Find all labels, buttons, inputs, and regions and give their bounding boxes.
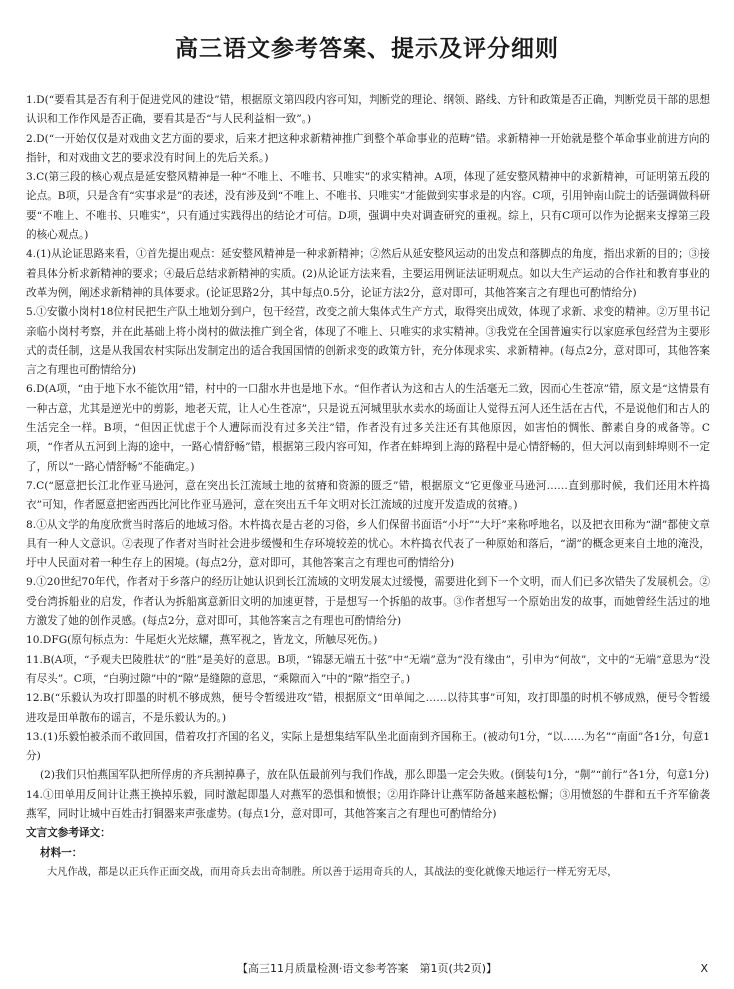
translation-heading: 文言文参考译文： xyxy=(26,827,111,840)
answer-item-4: 4.(1)从论证思路来看，①首先提出观点：延安整风精神是一种求新精神；②然后从延安整风运动的出发点和落脚点的角度，指出求新的目的；③接着具体分析求新精神的要求；④最后总结求新精神的实质。(2)从论证方法来看，主要运用例证法证明观点。如以大生产运动的合作社和教育事业的改革为例，阐述求新精神的具体要求。(论证思路2分，其中每点0.5分，论证方法2分，意对即可，其他答案言之有理也可酌情给分) xyxy=(26,248,710,299)
page-footer: 【高三11月质量检测·语文参考答案 第1页(共2页)】 xyxy=(236,962,498,975)
answer-item-13-1: 13.(1)乐毅怕被杀而不敢回国，借着攻打齐国的名义，实际上是想集结军队坐北面南到齐国称王。(被动句1分，“以……为名”“南面”各1分，句意1分) xyxy=(26,730,710,763)
answer-item-7: 7.C(“愿意把长江北作亚马逊河，意在突出长江流域土地的贫瘠和资源的匮乏”错，根据原文“它更像亚马逊河……直到那时候，我们还用木杵捣衣”可知，作者愿意把密西西比河比作亚马逊河，意在突出五千年文明对长江流域的过度开发造成的贫瘠。) xyxy=(26,479,710,512)
answer-item-6: 6.D(A项，“由于地下水不能饮用”错，村中的一口甜水井也是地下水。“但作者认为这和古人的生活毫无二致，因而心生苍凉”错，原文是“这情景有一种古意，尤其是逆光中的剪影，地老天荒，让人心生苍凉”，只是说五河城里驮水卖水的场面让人觉得五河人还生活在古代，不是说他们和古人的生活完全一样。B项，“但因正忧虑于个人遭际而没有过多关注”错，作者没有过多关注还有其他原因，如害怕的惆怅、醉素自身的戒备等。C项，“作者从五河到上海的途中，一路心情舒畅”错，根据第三段内容可知，作者在蚌埠到上海的路程中是心情舒畅的，但大河以南到蚌埠则不一定了，所以“一路心情舒畅”不能确定。) xyxy=(26,383,710,473)
answer-item-2: 2.D(“一开始仅仅是对戏曲文艺方面的要求，后来才把这种求新精神推广到整个革命事业的范畴”错。求新精神一开始就是整个革命事业前进方向的指针，和对戏曲文艺的要求没有时间上的先后关系。) xyxy=(26,132,710,164)
page-title: 高三语文参考答案、提示及评分细则 xyxy=(175,36,559,62)
answer-item-12: 12.B(“乐毅认为攻打即墨的时机不够成熟，便号令暂缓进攻”错，根据原文“田单闻之……以待其事”可知，攻打即墨的时机不够成熟，便号令暂缓进攻是田单散布的谣言，不是乐毅认为的。) xyxy=(26,692,710,724)
answer-item-14: 14.①田单用反间计让燕王换掉乐毅，同时激起即墨人对燕军的恐惧和愤恨；②用诈降计让燕军防备越来越松懈；③用愤怒的牛群和五千齐军偷袭燕军，同时让城中百姓击打铜器来声张虚势。(每点1分，意对即可，其他答案言之有理也可酌情给分) xyxy=(26,788,710,820)
answer-item-1: 1.D(“要看其是否有利于促进党风的建设”错，根据原文第四段内容可知，判断党的理论、纲领、路线、方针和政策是否正确，判断党员干部的思想认识和工作作风是否正确，要看其是否“与人民利益相一致”。) xyxy=(26,94,710,126)
answer-item-9: 9.①20世纪70年代，作者对于乡落户的经历让她认识到长江流域的文明发展太过缓慢，需要进化到下一个文明，而人们已多次错失了发展机会。②受台湾拆船业的启发，作者认为拆船寓意新旧文明的加速更替，于是想写一个拆船的故事。③作者想写一个原始出发的故事，而她曾经生活过的地方激发了她的创作灵感。(每点2分，意对即可，其他答案言之有理也可酌情给分) xyxy=(26,576,710,628)
material-label: 材料一： xyxy=(40,846,83,859)
answer-item-8: 8.①从文学的角度欣赏当时落后的地域习俗。木杵捣衣是古老的习俗，乡人们保留书面语“小圩”“大圩”来称呼地名，以及把衣田称为“湖”都使文章具有一种人文意识。②表现了作者对当时社会进步缓慢和生存环境较差的忧心。木杵捣衣代表了一种原始和落后，“湖”的概念更来自土地的淹没，圩中人民面对着一种生存上的困境。(每点2分，意对即可，其他答案言之有理也可酌情给分) xyxy=(26,518,710,570)
answer-content xyxy=(26,91,710,882)
translation-text: 大凡作战，都是以正兵作正面交战，而用奇兵去出奇制胜。所以善于运用奇兵的人，其战法的变化就像天地运行一样无穷无尽， xyxy=(47,866,618,878)
answer-item-3: 3.C(第三段的核心观点是延安整风精神是一种“不唯上、不唯书、只唯实”的求实精神。A项，体现了延安整风精神中的求新精神，可证明第五段的论点。B项，只是含有“实事求是”的表述，没有涉及到“不唯上、不唯书、只唯实”才能做到实事求是的内容。C项，引用钟南山院士的话强调做科研要“不唯上、不唯书、只唯实”，只有通过实践得出的结论才可信。D项，强调中央对调查研究的重视。综上，只有C项可以作为论据来支撑第三段的核心观点。) xyxy=(26,171,710,242)
footer-version-mark: X xyxy=(700,962,708,975)
answer-item-13-2: (2)我们只怕燕国军队把所俘虏的齐兵割掉鼻子，放在队伍最前列与我们作战，那么即墨一定会失败。(倒装句1分，“劓”“前行”各1分，句意1分) xyxy=(40,769,709,782)
answer-item-10: 10.DFG(原句标点为：牛尾炬火光炫耀，燕军视之，皆龙文，所触尽死伤。) xyxy=(26,634,378,647)
answer-item-11: 11.B(A项，“予观夫巴陵胜状”的“胜”是美好的意思。B项，“锦瑟无端五十弦”中“无端”意为“没有缘由”，引申为“何故”，文中的“无端”意思为“没有尽头”。C项，“白驹过隙”中的“隙”是缝隙的意思，“乘隙而入”中的“隙”指空子。) xyxy=(26,653,710,685)
answer-item-5: 5.①安徽小岗村18位村民把生产队土地划分到户，包干经营，改变之前大集体式生产方式，取得突出成效，体现了求新、求变的精神。②万里书记亲临小岗村考察，并在此基础上将小岗村的做法推广到全省，体现了不唯上、只唯实的求实精神。③我党在全国普遍实行以家庭承包经营为主要形式的责任制，这是从我国农村实际出发制定出的适合我国国情的创新求变的政策方针，充分体现求实、求新精神。(每点2分，意对即可，其他答案言之有理也可酌情给分) xyxy=(26,306,710,377)
